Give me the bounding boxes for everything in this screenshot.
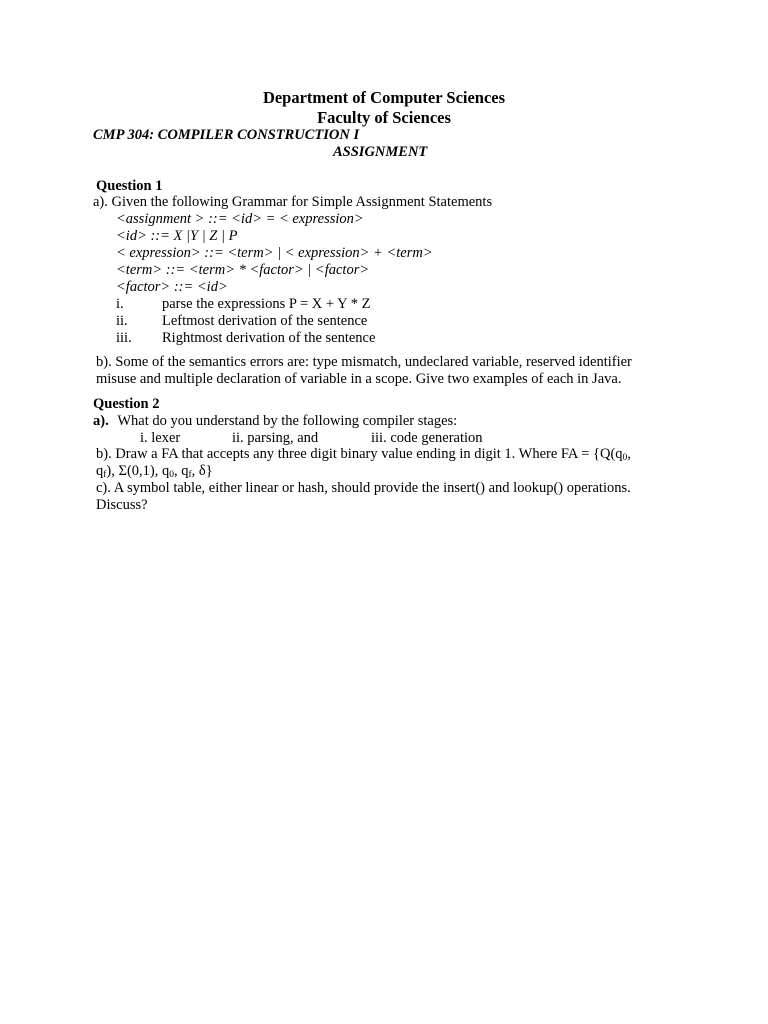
question2-part-b-line1 [96,446,631,463]
task-number: i. [116,296,124,312]
task-text: Leftmost derivation of the sentence [162,313,368,329]
state-q: q [96,463,104,479]
stage-parsing: ii. parsing, and [232,430,319,446]
grammar-rule-factor: <factor> ::= <id> [116,279,228,295]
question2-part-a [93,413,457,430]
subscript-f: f [188,470,192,480]
grammar-rule-id: <id> ::= X |Y | Z | P [116,228,238,244]
question2-part-c-line2: Discuss? [96,497,148,513]
subscript-zero: 0 [622,453,628,463]
stage-code-generation: iii. code generation [371,430,483,446]
delta-end: , δ} [191,463,213,479]
grammar-rule-term: <term> ::= <term> * <factor> | <factor> [116,262,370,278]
task-number: iii. [116,330,132,346]
task-text: Rightmost derivation of the sentence [162,330,376,346]
part-b-comma: , [627,446,631,462]
subscript-f: f [103,470,107,480]
question1-part-a: a). Given the following Grammar for Simple Assignment Statements [93,194,493,210]
grammar-rule-expression: < expression> ::= <term> | < expression> + <term> [116,245,433,261]
question2-part-b-line2 [96,463,213,480]
subscript-zero: 0 [169,470,174,480]
question1-part-b-line2: misuse and multiple declaration of variable in a scope. Give two examples of each in Java. [96,371,622,387]
part-b-text: b). Draw a FA that accepts any three digit binary value ending in digit 1. Where FA = {Q(q [96,446,623,462]
question2-part-c-line1: c). A symbol table, either linear or hash, should provide the insert() and lookup() operations. [96,480,631,496]
question1-part-b-line1: b). Some of the semantics errors are: type mismatch, undeclared variable, reserved identifier [96,354,632,370]
grammar-rule-assignment: <assignment > ::= <id> = < expression> [116,211,364,227]
assignment-label: ASSIGNMENT [333,144,428,160]
question2-part-a-label: a). [93,413,109,429]
task-text: parse the expressions P = X + Y * Z [162,296,371,312]
course-title: CMP 304: COMPILER CONSTRUCTION I [93,127,360,143]
faculty-heading: Faculty of Sciences [317,108,451,127]
question1-title: Question 1 [96,178,163,194]
comma-q: , q [173,463,189,479]
stage-lexer: i. lexer [140,430,181,446]
department-heading: Department of Computer Sciences [262,88,506,107]
task-number: ii. [116,313,128,329]
sigma-text: ), Σ(0,1), q [106,463,170,479]
question2-part-a-text: What do you understand by the following compiler stages: [117,413,458,429]
question2-title: Question 2 [93,396,160,412]
